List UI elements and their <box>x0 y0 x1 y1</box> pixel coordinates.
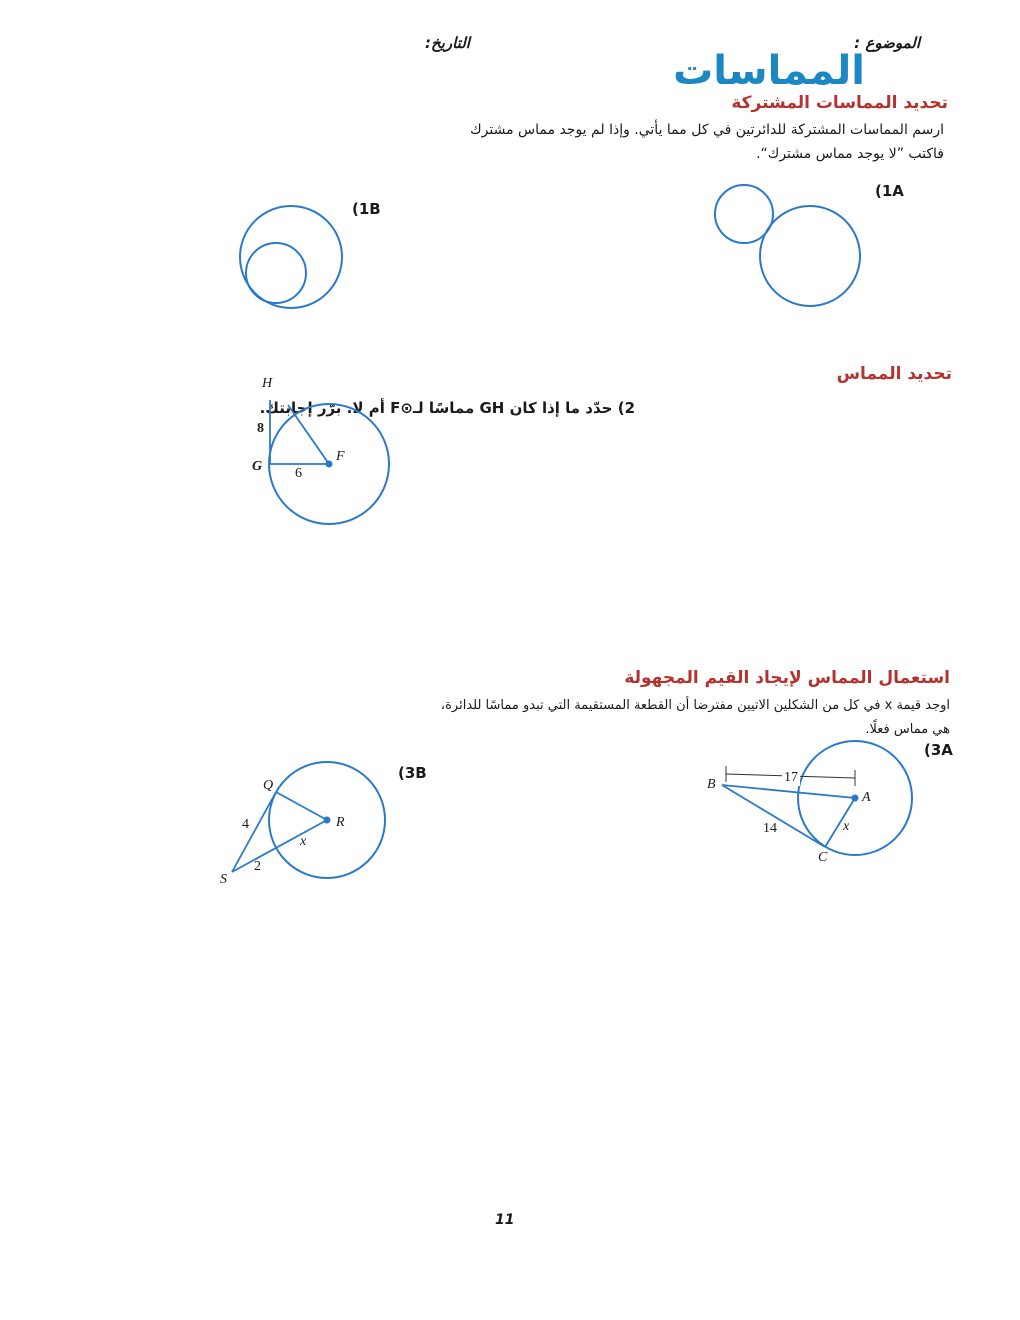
label-x-3B: x <box>300 834 307 849</box>
label-6: 6 <box>295 466 302 481</box>
center-F <box>326 461 333 468</box>
label-F: F <box>336 449 345 464</box>
label-G: G <box>252 459 263 474</box>
segment-QR <box>276 792 327 820</box>
label-8: 8 <box>257 421 264 436</box>
label-17: 17 <box>784 770 798 785</box>
label-A: A <box>862 790 871 805</box>
page-number: 11 <box>495 1212 515 1228</box>
label-4: 4 <box>242 817 249 832</box>
label-x-3A: x <box>843 819 850 834</box>
label-C: C <box>818 850 828 865</box>
center-A <box>852 795 859 802</box>
figure-1A <box>700 180 880 320</box>
label-Q: Q <box>263 778 274 793</box>
subject-label: الموضوع : <box>854 34 920 52</box>
section3-instruction-line1: اوجد قيمة x في كل من الشكلين الاتيين مفترضا أن القطعة المستقيمة التي تبدو مماسًا للدائرة، <box>440 698 950 713</box>
section2-heading: تحديد المماس <box>836 364 952 384</box>
label-1A: (1A <box>875 182 904 200</box>
segment-AC <box>825 798 855 847</box>
circle-outer <box>240 206 342 308</box>
label-B: B <box>707 777 716 792</box>
section3-instruction-line2: هي مماس فعلًا. <box>865 722 950 737</box>
label-3A: (3A <box>924 741 953 759</box>
label-14: 14 <box>763 821 777 836</box>
section1-instruction-line2: فاكتب ”لا يوجد مماس مشترك“. <box>756 146 944 162</box>
label-1B: (1B <box>352 200 381 218</box>
section2-question: 2) حدّد ما إذا كان GH مماسًا لـ⊙F أم لا. برّر إجابتك. <box>259 399 635 417</box>
section1-instruction-line1: ارسم المماسات المشتركة للدائرتين في كل مما يأتي. وإذا لم يوجد مماس مشترك <box>470 122 944 138</box>
label-R: R <box>336 815 345 830</box>
label-3B: (3B <box>398 764 427 782</box>
section3-heading: استعمال المماس لإيجاد القيم المجهولة <box>624 668 950 688</box>
figure-2 <box>240 375 410 525</box>
figure-1B <box>232 200 352 315</box>
center-R <box>324 817 331 824</box>
section1-heading: تحديد المماسات المشتركة <box>731 93 948 113</box>
page-title: المماسات <box>673 48 865 94</box>
circle-inner <box>246 243 306 303</box>
date-label: التاريخ: <box>425 34 470 52</box>
circle-large <box>760 206 860 306</box>
label-H: H <box>262 376 273 391</box>
label-2: 2 <box>254 859 261 874</box>
label-S: S <box>220 872 227 887</box>
segment-HF <box>288 405 329 464</box>
figure-3A <box>700 740 930 870</box>
